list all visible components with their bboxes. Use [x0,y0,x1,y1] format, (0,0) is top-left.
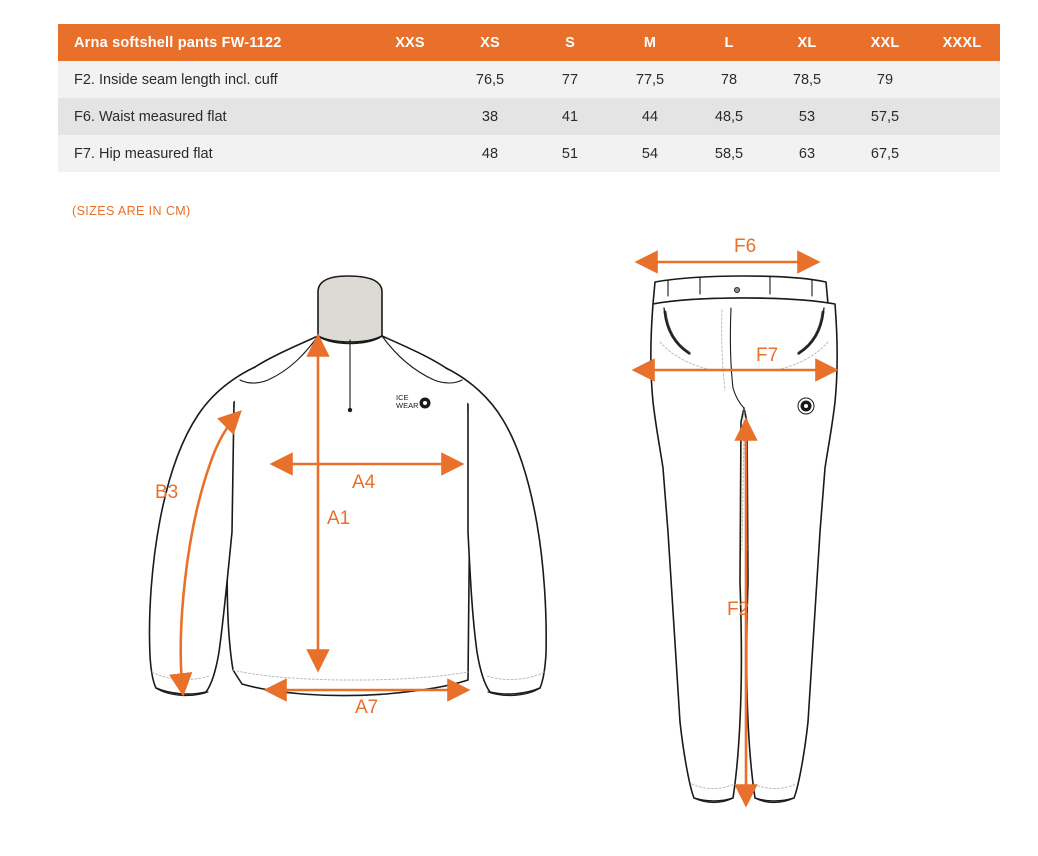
size-header-xxl: XXL [846,24,924,61]
measurement-value: 48 [450,135,530,172]
size-header-xxxl: XXXL [924,24,1000,61]
measurement-value: 53 [768,98,846,135]
table-row [58,61,1000,98]
svg-text:ICE: ICE [396,393,409,402]
table-row [58,135,1000,172]
measurement-value: 63 [768,135,846,172]
size-header-m: M [610,24,690,61]
dimension-label-a1: A1 [327,508,351,529]
dimension-label-f2: F2 [727,599,750,620]
dimension-label-f6: F6 [734,236,757,257]
pants-logo-icon [798,398,814,414]
measurement-value: 44 [610,98,690,135]
measurement-value: 51 [530,135,610,172]
measurement-value: 77 [530,61,610,98]
measurement-value: 76,5 [450,61,530,98]
size-header-s: S [530,24,610,61]
measurement-value: 78,5 [768,61,846,98]
measurement-value [370,98,450,135]
table-body [58,61,1000,172]
measurement-value: 38 [450,98,530,135]
dimension-label-a7: A7 [355,697,379,718]
units-note: (SIZES ARE IN CM) [72,204,191,218]
measurement-value: 48,5 [690,98,768,135]
measurement-label: F2. Inside seam length incl. cuff [58,61,370,98]
measurement-value: 41 [530,98,610,135]
table-row [58,98,1000,135]
table-header [58,24,1000,61]
measurement-value [924,135,1000,172]
size-header-xs: XS [450,24,530,61]
measurement-value: 57,5 [846,98,924,135]
measurement-value: 54 [610,135,690,172]
measurement-value [924,61,1000,98]
table-header-row [58,24,1000,61]
garment-diagram [0,232,1038,852]
size-chart-table-container [58,24,1000,172]
measurement-value: 78 [690,61,768,98]
svg-text:WEAR: WEAR [396,401,419,410]
size-header-xl: XL [768,24,846,61]
measurement-label: F6. Waist measured flat [58,98,370,135]
softshell-top-illustration [149,276,546,696]
measurement-value [370,61,450,98]
dimension-label-f7: F7 [756,345,779,366]
size-chart-table [58,24,1000,172]
size-header-xxs: XXS [370,24,450,61]
measurement-value: 67,5 [846,135,924,172]
product-title-cell: Arna softshell pants FW-1122 [58,24,370,61]
measurement-value [370,135,450,172]
dimension-label-a4: A4 [352,472,376,493]
size-header-l: L [690,24,768,61]
dimension-label-b3: B3 [155,482,179,503]
measurement-label: F7. Hip measured flat [58,135,370,172]
measurement-value: 77,5 [610,61,690,98]
measurement-value: 58,5 [690,135,768,172]
measurement-value [924,98,1000,135]
softshell-pants-illustration [651,276,838,803]
measurement-value: 79 [846,61,924,98]
